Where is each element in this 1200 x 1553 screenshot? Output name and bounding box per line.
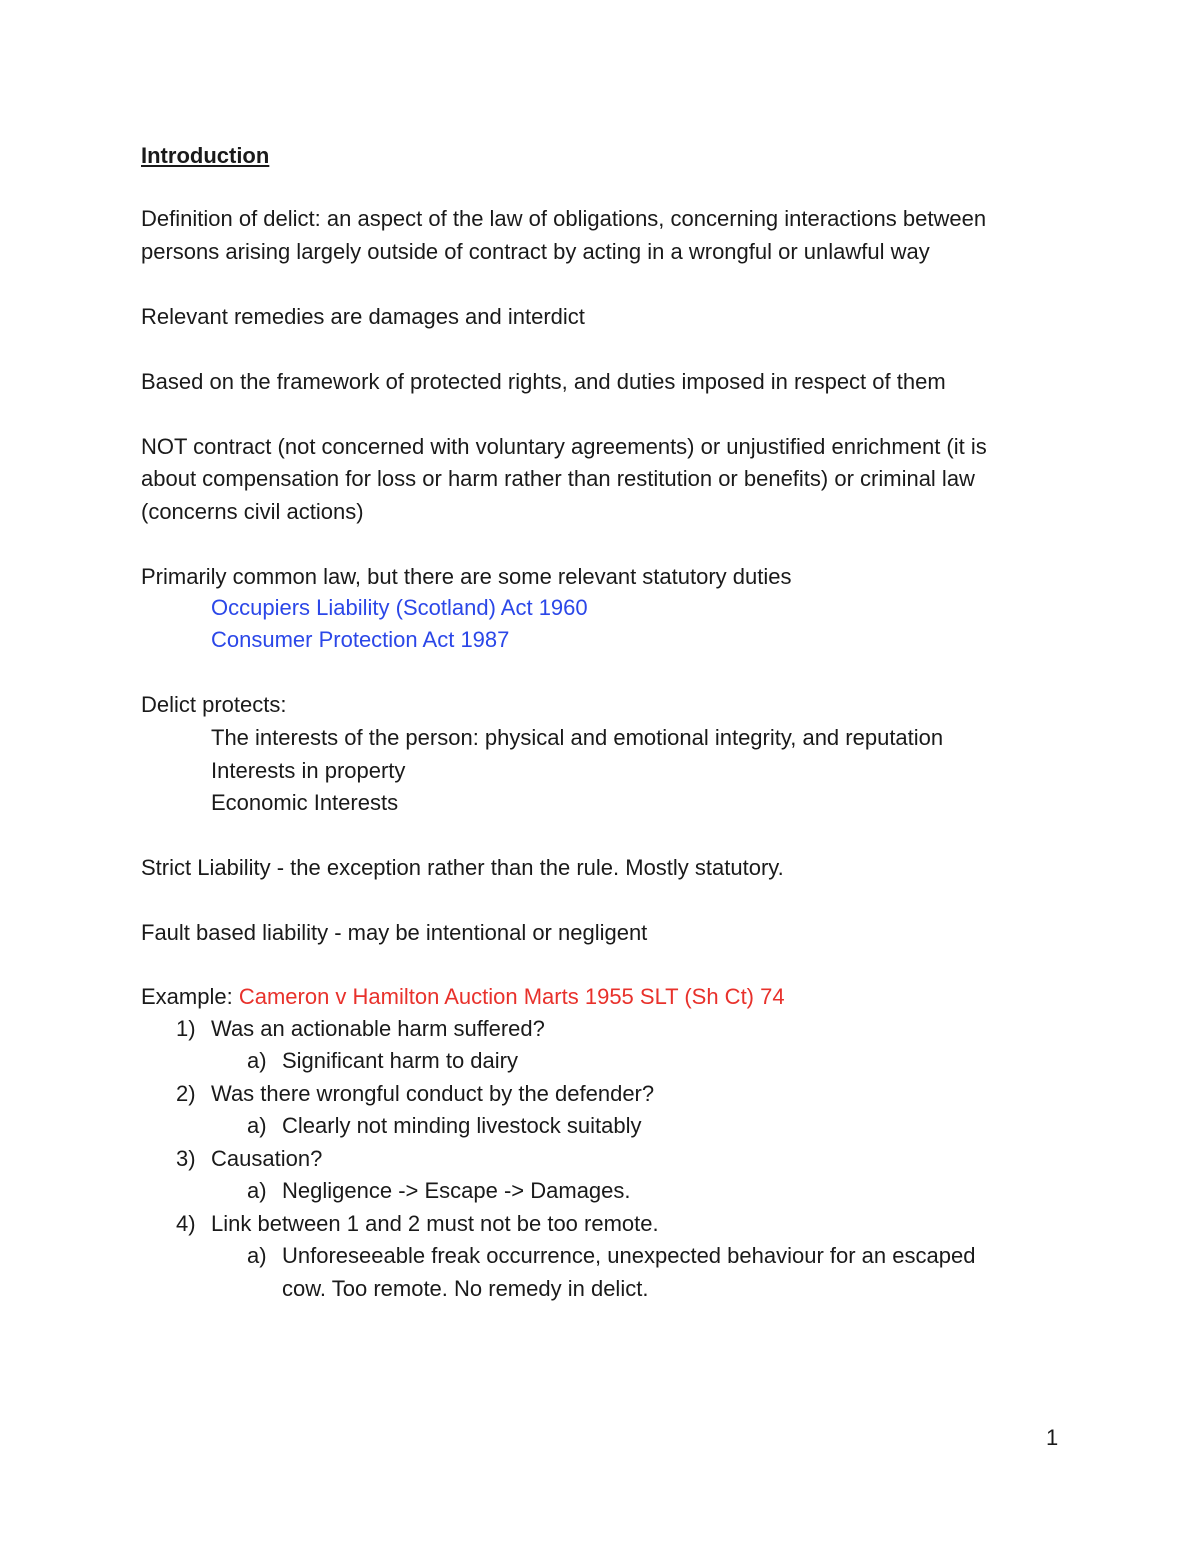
page-number: 1 — [1046, 1425, 1059, 1450]
sub-step-letter: a) — [247, 1178, 267, 1203]
step-question: Was there wrongful conduct by the defender? — [211, 1081, 655, 1106]
section-heading: Introduction — [141, 143, 270, 168]
protects-intro: Delict protects: — [141, 692, 287, 717]
remedies-paragraph: Relevant remedies are damages and interdict — [141, 304, 585, 329]
protects-item: Interests in property — [211, 758, 406, 783]
not-contract-line-1: NOT contract (not concerned with voluntary agreements) or unjustified enrichment (it is — [141, 434, 987, 459]
fault-liability-paragraph: Fault based liability - may be intentional or negligent — [141, 920, 648, 945]
step-number: 3) — [176, 1146, 196, 1171]
framework-paragraph: Based on the framework of protected rights, and duties imposed in respect of them — [141, 369, 946, 394]
sub-step-answer: Clearly not minding livestock suitably — [282, 1113, 642, 1138]
sub-step-answer: Unforeseeable freak occurrence, unexpected behaviour for an escaped — [282, 1243, 976, 1268]
statute-consumer-protection-link[interactable]: Consumer Protection Act 1987 — [211, 627, 510, 652]
strict-liability-paragraph: Strict Liability - the exception rather than the rule. Mostly statutory. — [141, 855, 784, 880]
sub-step-answer: Significant harm to dairy — [282, 1048, 518, 1073]
not-contract-line-2: about compensation for loss or harm rather than restitution or benefits) or criminal law — [141, 466, 975, 491]
protects-item: Economic Interests — [211, 790, 399, 815]
definition-line-1: Definition of delict: an aspect of the law of obligations, concerning interactions between — [141, 206, 987, 231]
step-number: 2) — [176, 1081, 196, 1106]
definition-line-2: persons arising largely outside of contract by acting in a wrongful or unlawful way — [141, 239, 930, 264]
sub-step-answer-continued: cow. Too remote. No remedy in delict. — [282, 1276, 649, 1301]
example-case-citation: Cameron v Hamilton Auction Marts 1955 SLT (Sh Ct) 74 — [238, 984, 785, 1009]
statute-occupiers-liability-link[interactable]: Occupiers Liability (Scotland) Act 1960 — [211, 595, 588, 620]
step-question: Causation? — [211, 1146, 323, 1171]
step-number: 1) — [176, 1016, 196, 1041]
step-question: Was an actionable harm suffered? — [211, 1016, 545, 1041]
sub-step-letter: a) — [247, 1243, 267, 1268]
example-label: Example: — [141, 984, 239, 1009]
sub-step-letter: a) — [247, 1113, 267, 1138]
statutory-intro: Primarily common law, but there are some relevant statutory duties — [141, 564, 792, 589]
step-number: 4) — [176, 1211, 196, 1236]
step-question: Link between 1 and 2 must not be too remote. — [211, 1211, 659, 1236]
sub-step-letter: a) — [247, 1048, 267, 1073]
example-line — [141, 981, 785, 1013]
protects-item: The interests of the person: physical and emotional integrity, and reputation — [211, 725, 944, 750]
sub-step-answer: Negligence -> Escape -> Damages. — [282, 1178, 631, 1203]
not-contract-line-3: (concerns civil actions) — [141, 499, 364, 524]
